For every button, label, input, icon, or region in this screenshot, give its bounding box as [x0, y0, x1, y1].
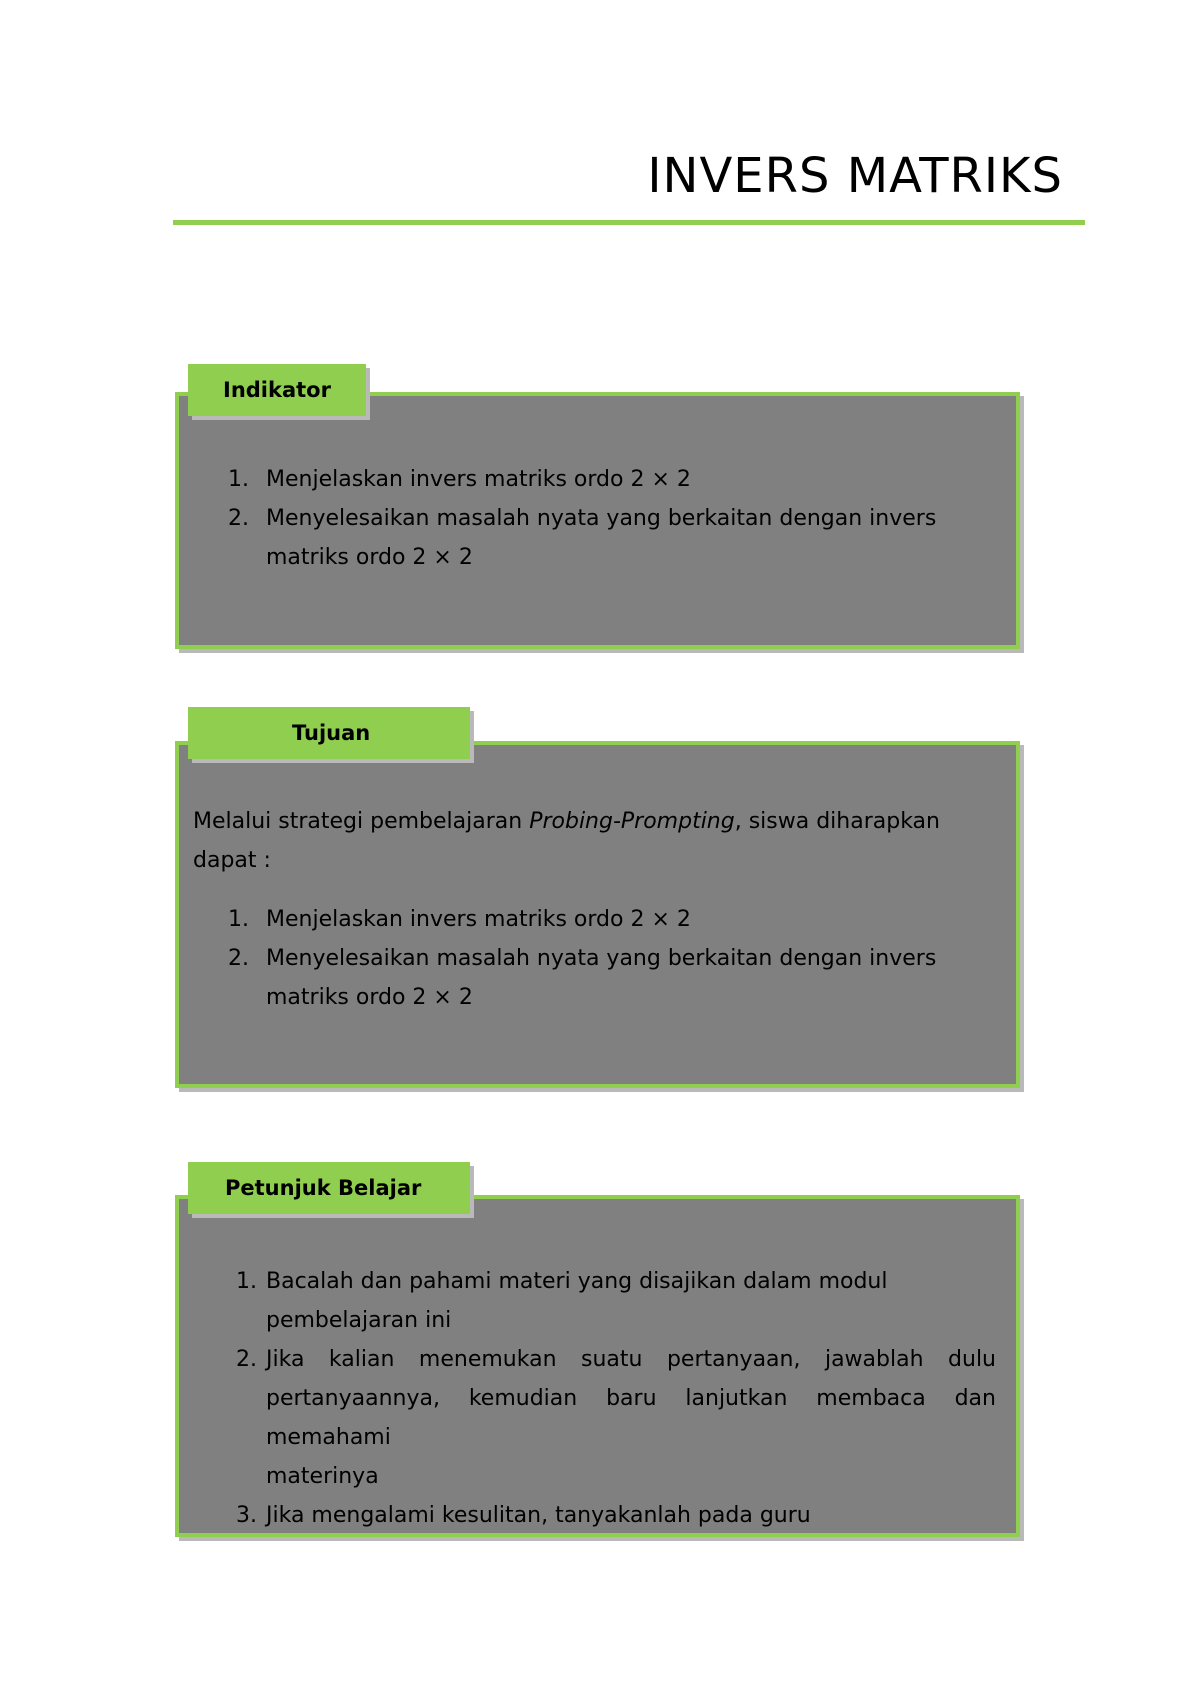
list-item-text: Menjelaskan invers matriks ordo 2 × 2	[266, 467, 691, 492]
list-item-text: Menyelesaikan masalah nyata yang berkaitan dengan invers	[266, 506, 937, 531]
list-item	[236, 1262, 996, 1340]
list-item-text: Menyelesaikan masalah nyata yang berkaitan dengan invers	[266, 946, 937, 971]
list-item	[228, 460, 968, 499]
list-item-text-continued: pertanyaannya, kemudian baru lanjutkan membaca dan memahami	[266, 1386, 996, 1450]
title-divider	[173, 220, 1085, 225]
list-item-number: 2.	[228, 506, 249, 531]
list-item	[228, 900, 983, 939]
tujuan-intro-prefix: Melalui strategi pembelajaran	[193, 809, 530, 834]
list-item-text: Jika mengalami kesulitan, tanyakanlah pada guru	[266, 1503, 811, 1528]
list-item-text: Jika kalian menemukan suatu pertanyaan, jawablah dulu	[266, 1347, 996, 1372]
indikator-tab	[188, 364, 366, 416]
petunjuk-list	[236, 1262, 996, 1535]
list-item	[236, 1496, 996, 1535]
list-item-text: Menjelaskan invers matriks ordo 2 × 2	[266, 907, 691, 932]
petunjuk-tab	[188, 1162, 470, 1214]
petunjuk-heading: Petunjuk Belajar	[225, 1176, 422, 1200]
list-item-number: 1.	[228, 907, 249, 932]
list-item-text-continued: pembelajaran ini	[266, 1308, 452, 1333]
list-item-number: 2.	[236, 1347, 257, 1372]
list-item	[236, 1340, 996, 1496]
tujuan-intro-continued: dapat :	[193, 848, 271, 873]
list-item-number: 2.	[228, 946, 249, 971]
list-item-text-continued: materinya	[266, 1464, 379, 1489]
tujuan-content	[193, 802, 983, 1017]
page-title: INVERS MATRIKS	[647, 148, 1063, 204]
indikator-list	[228, 460, 968, 577]
tujuan-intro-suffix: , siswa diharapkan	[734, 809, 940, 834]
list-item	[228, 939, 983, 1017]
list-item-text-continued: matriks ordo 2 × 2	[266, 985, 473, 1010]
list-item-number: 1.	[228, 467, 249, 492]
list-item-number: 1.	[236, 1269, 257, 1294]
list-item	[228, 499, 968, 577]
list-item-text-continued: matriks ordo 2 × 2	[266, 545, 473, 570]
tujuan-heading: Tujuan	[292, 721, 371, 745]
list-item-text: Bacalah dan pahami materi yang disajikan dalam modul	[266, 1269, 888, 1294]
tujuan-intro	[193, 802, 983, 841]
tujuan-tab	[188, 707, 470, 759]
list-item-number: 3.	[236, 1503, 257, 1528]
indikator-heading: Indikator	[223, 378, 331, 402]
tujuan-intro-method: Probing-Prompting	[529, 809, 735, 834]
